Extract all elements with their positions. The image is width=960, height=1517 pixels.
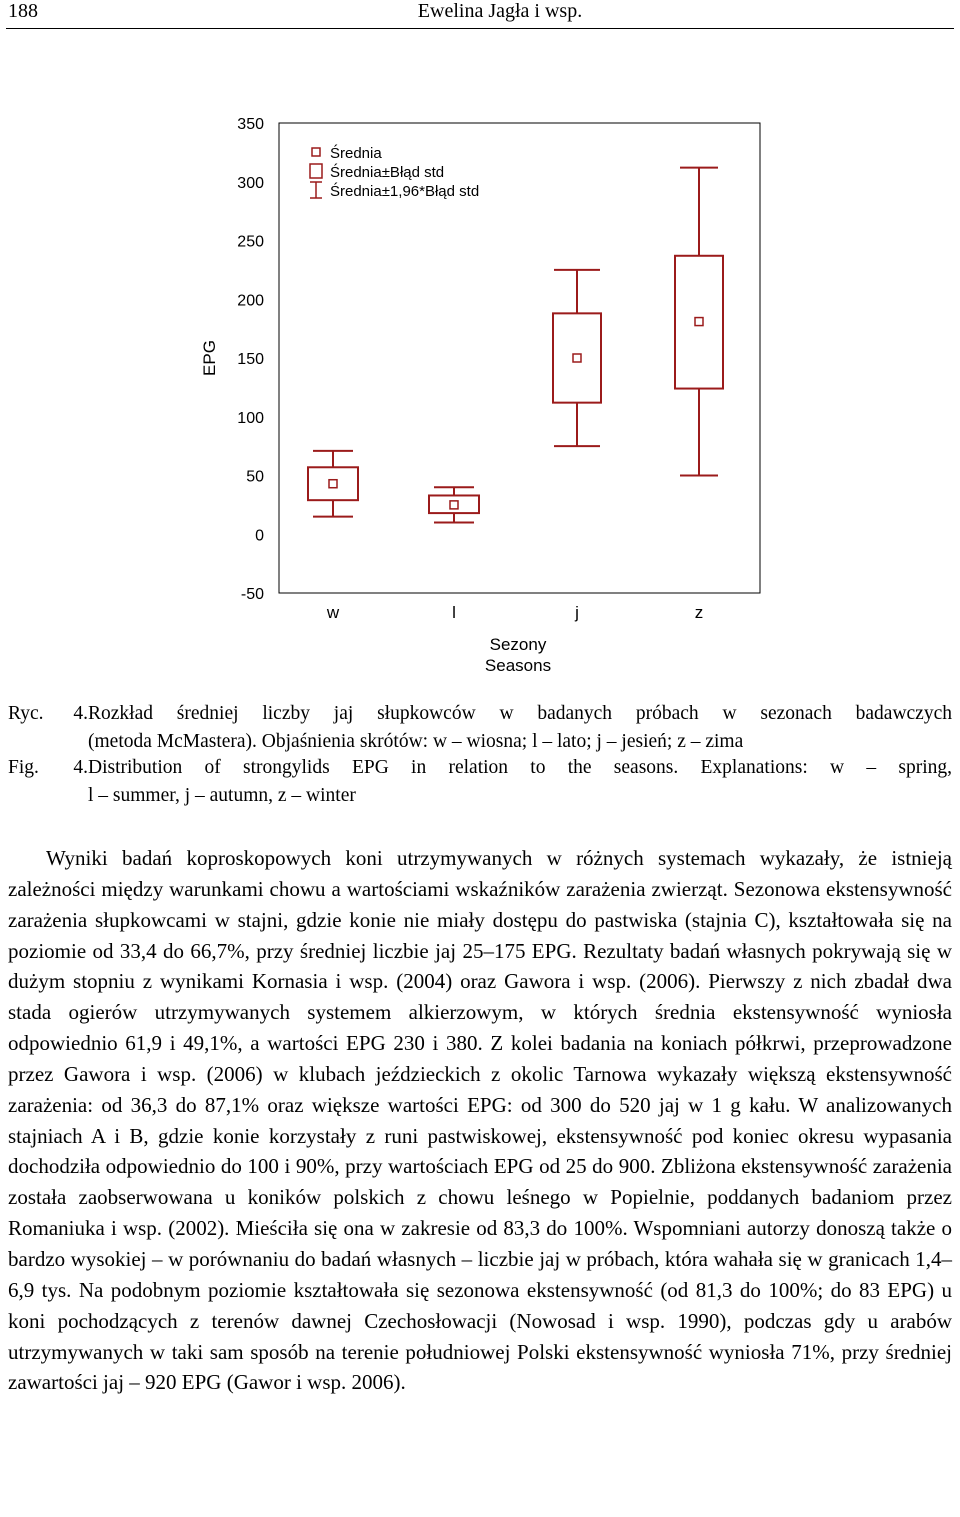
box-j [553,270,601,446]
legend-entry-label: Średnia [330,145,382,162]
x-tick-label: w [326,603,340,622]
mean-marker [450,501,458,509]
caption-pl-label: Ryc. 4. [8,703,88,724]
y-tick-label: 300 [237,174,264,192]
y-tick-label: -50 [240,586,264,603]
page-header [0,0,960,30]
y-tick-label: 250 [237,233,264,251]
caption-pl-line2: (metoda McMastera). Objaśnienia skrótów: w – wiosna; l – lato; j – jesień; z – zima [88,731,744,752]
x-axis-label-en: Seasons [484,656,552,675]
caption-en-line1: Distribution of strongylids EPG in relation to the seasons. Explanations: w – spring, [88,757,952,778]
y-tick-label: 150 [237,351,264,368]
body-text [8,843,952,1398]
y-axis-label: EPG [200,340,219,376]
x-tick-label: l [452,603,456,622]
legend-std-error-symbol [310,164,322,178]
caption-pl-line1: Rozkład średniej liczby jaj słupkowców w badanych próbach w sezonach badawczych [88,703,952,724]
header-rule [6,28,954,29]
chart-labels [200,340,551,675]
mean-marker [573,354,581,362]
x-tick-label: z [694,603,704,622]
y-tick-label: 0 [255,527,264,545]
box-w [308,451,358,517]
epg-boxplot-chart [0,100,960,680]
legend-entry-label: Średnia±1,96*Błąd std [330,183,480,200]
x-tick-label: j [575,603,579,622]
figure-caption-en [8,754,952,810]
y-tick-label: 100 [237,409,264,427]
running-title: Ewelina Jagła i wsp. [417,0,583,22]
legend-entry-label: Średnia±Błąd std [330,164,445,181]
box-z [675,168,723,476]
y-tick-label: 200 [237,292,264,310]
mean-marker [329,480,337,488]
box-l [429,487,479,522]
mean-marker [695,318,703,326]
caption-en-label: Fig. 4. [8,757,88,778]
figure-caption-pl [8,700,952,756]
chart-legend [310,144,479,200]
y-tick-label: 50 [246,468,264,486]
x-axis-label-pl: Sezony [489,635,547,654]
caption-en-line2: l – summer, j – autumn, z – winter [88,785,356,806]
legend-mean-symbol [312,148,320,156]
chart-boxes [308,168,723,523]
body-paragraph: Wyniki badań koproskopowych koni utrzymywanych w różnych systemach wykazały, że istnieją zależności między warunkami chowu a wartościami wskaźników zarażenia zwierząt. Sezonowa ekstensywność zarażenia słupkowcami w stajni, gdzie konie nie miały dostępu do pastwiska (stajnia C), kształtowała się na poziomie od 33,4 do 66,7%, przy średniej liczbie jaj 25–175 EPG. Rezultaty badań własnych pokrywają się w dużym stopniu z wynikami Kornasia i wsp. (2004) oraz Gawora i wsp. (2006). Pierwszy z nich zbadał dwa stada ogierów utrzymywanych systemem alkierzowym, w których średnia ekstensywność wyniosła odpowiednio 61,9 i 49,1%, a wartości EPG 230 i 380. Z kolei badania na koniach półkrwi, przeprowadzone przez Gawora i wsp. (2006) w klubach jeździeckich z okolic Tarnowa wykazały większą ekstensywność zarażenia: od 36,3 do 87,1% oraz większe wartości EPG: od 300 do 520 jaj w 1 g kału. W analizowanych stajniach A i B, gdzie konie korzystały z runi pastwiskowej, ekstensywność pod koniec okresu wypasania dochodziła odpowiednio do 100 i 90%, przy wartościach EPG od 25 do 900. Zbliżona ekstensywność zarażenia została zaobserwowana u koników polskich z chowu leśnego w Popielnie, poddanych badaniom przez Romaniuka i wsp. (2002). Mieściła się ona w zakresie od 83,3 do 100%. Wspomniani autorzy donoszą także o bardzo wysokiej – w porównaniu do badań własnych – liczbie jaj w próbach, która wahała się w granicach 1,4–6,9 tys. Na podobnym poziomie kształtowała się sezonowa ekstensywność (od 81,3 do 100%; do 83 EPG) u koni pochodzących z terenów dawnej Czechosłowacji (Nowosad i wsp. 1990), podczas gdy u arabów utrzymywanych w taki sam sposób na terenie południowej Polski ekstensywność wyniosła 71%, przy średniej zawartości jaj – 920 EPG (Gawor i wsp. 2006). [8,846,952,1395]
page-number: 188 [8,0,38,22]
y-tick-label: 350 [237,116,264,133]
